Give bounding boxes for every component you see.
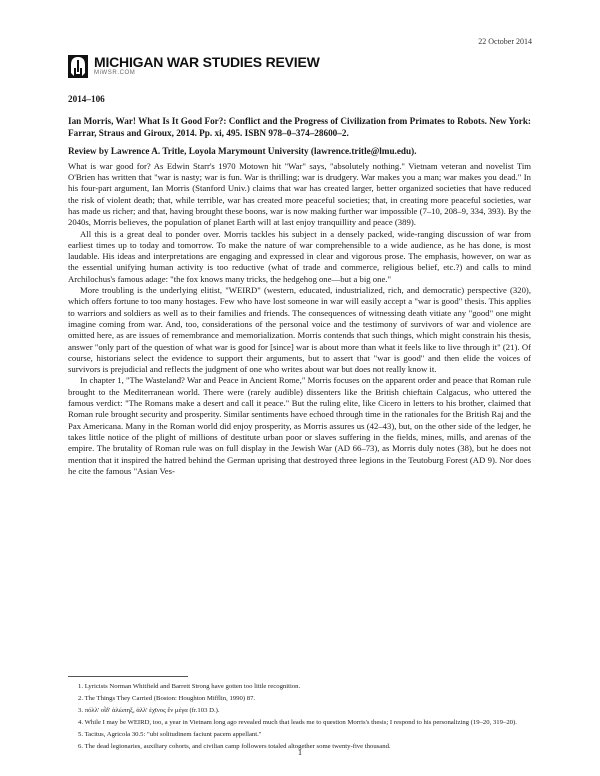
- review-content: [68, 94, 531, 477]
- reviewer-line: Review by Lawrence A. Tritle, Loyola Marymount University (lawrence.tritle@lmu.edu).: [68, 145, 417, 156]
- paragraph: What is war good for? As Edwin Starr's 1970 Motown hit "War" says, "absolutely nothing." Vietnam veteran and novelist Tim O'Brien has written that "war is nasty; war is fun. War is thrilling; war is drudgery. War makes you a man; war makes you dead." In his four-part argument, Ian Morris (Stanford Univ.) claims that war has created larger, better organized societies that have reduced the risk of violent death; that, while terrible, war has created more peaceful societies; that, in creating more peaceful societies, war has made us richer; and that, having brought these boons, war is now making further war impossible (7–10, 208–9, 334, 393). By the 2040s, Morris believes, the population of planet Earth will at last enjoy tranquillity and peace (389).: [68, 160, 531, 228]
- footnote-divider: [68, 676, 188, 677]
- helmet-logo-icon: [68, 55, 88, 78]
- footnote: 1. Lyricists Norman Whitfield and Barrett Strong have gotten too little recognition.: [78, 683, 301, 690]
- book-citation: Ian Morris, War! What Is It Good For?: Conflict and the Progress of Civilization from Primates to Robots. New York: Farrar, Straus and Giroux, 2014. Pp. xi, 495. ISBN 978–0–374–28600–2.: [68, 116, 531, 139]
- footnotes: [68, 676, 531, 755]
- review-body: [68, 161, 531, 477]
- issue-id: 2014–106: [68, 94, 105, 104]
- footnote: 2. The Things They Carried (Boston: Houghton Mifflin, 1990) 87.: [78, 695, 256, 702]
- journal-masthead: [68, 55, 320, 78]
- paragraph: In chapter 1, "The Wasteland? War and Peace in Ancient Rome," Morris focuses on the apparent order and peace that Roman rule brought to the Mediterranean world. There were (rarely audible) dissenters like the British chieftain Calgacus, who uttered the famous verdict: "The Romans make a desert and call it peace." But the ruling elite, like Cicero in letters to his brother, claimed that Roman rule brought security and prosperity. Similar sentiments have echoed through time in the rationales for the British Raj and the Pax Americana. Many in the Roman world did enjoy prosperity, as Morris assures us (42–43), but, on the other side of the ledger, he takes little notice of the plight of millions of destitute urban poor or slaves suffering in the fields, mines, mills, and arenas of the empire. The brutality of Roman rule was on full display in the Jewish War (AD 66–73), as Morris duly notes (38), but he does not mention that it inspired the hatred behind the German uprising that destroyed three legions in the Teutoburg Forest (AD 9). Nor does he cite the famous "Asian Ves-: [68, 375, 531, 476]
- paragraph: More troubling is the underlying elitist, "WEIRD" (western, educated, industrialized, rich, and democratic) perspective (320), which offers fortune to too many hostages. Few who have lost someone in war will easily accept a "war is good" thesis. This applies to warriors and soldiers as well as to their families and friends. The consequences of witnessing death vitiate any "good" one might imagine coming from war. And, too, considerations of the personal voice and the testimony of survivors of war and violence are omitted here, as are issues of remembrance and memorialization. Morris contends that such things, which might constrain his thesis, answer "only part of the question of what war is good for [since] war is about more than what it feels like to live through it" (21). Of course, historians select the evidence to support their arguments, but to assert that "war is good" and then elide the voices of survivors is prejudicial and reflects the judgment of one who writes about war but does not really know it.: [68, 285, 531, 375]
- footnote: 3. πόλλ' οἶδ' ἀλώπηξ, ἀλλ' ἐχῖνος ἓν μέγα (fr.103 D.).: [78, 707, 220, 714]
- journal-name: MICHIGAN WAR STUDIES REVIEW: [94, 54, 320, 70]
- journal-site: MiWSR.COM: [94, 70, 136, 76]
- page-number: 1: [298, 748, 302, 757]
- publication-date: 22 October 2014: [478, 37, 532, 46]
- footnote: 5. Tacitus, Agricola 30.5: "ubi solitudinem faciunt pacem appellant.": [78, 731, 262, 738]
- footnote: 6. The dead legionaries, auxiliary cohorts, and civilian camp followers totaled altogether some twenty-five thousand.: [78, 743, 391, 750]
- paragraph: All this is a great deal to ponder over. Morris tackles his subject in a densely packed, wide-ranging discussion of war from earliest times up to today and tomorrow. To make the nature of war comprehensible to a wide audience, as he has done, is most laudable. His ideas and interpretations are engaging and expressed in clear and vigorous prose. The emphasis, however, on war as the essential unifying human activity is too reductive (what of trade and commerce, religious belief, etc.?) and calls to mind Archilochus's famous adage: "the fox knows many tricks, the hedgehog one—but a big one.": [68, 228, 531, 284]
- footnote: 4. While I may be WEIRD, too, a year in Vietnam long ago revealed much that leads me to question Morris's thesis; I respond to his personalizing (19–20, 319–20).: [78, 719, 517, 726]
